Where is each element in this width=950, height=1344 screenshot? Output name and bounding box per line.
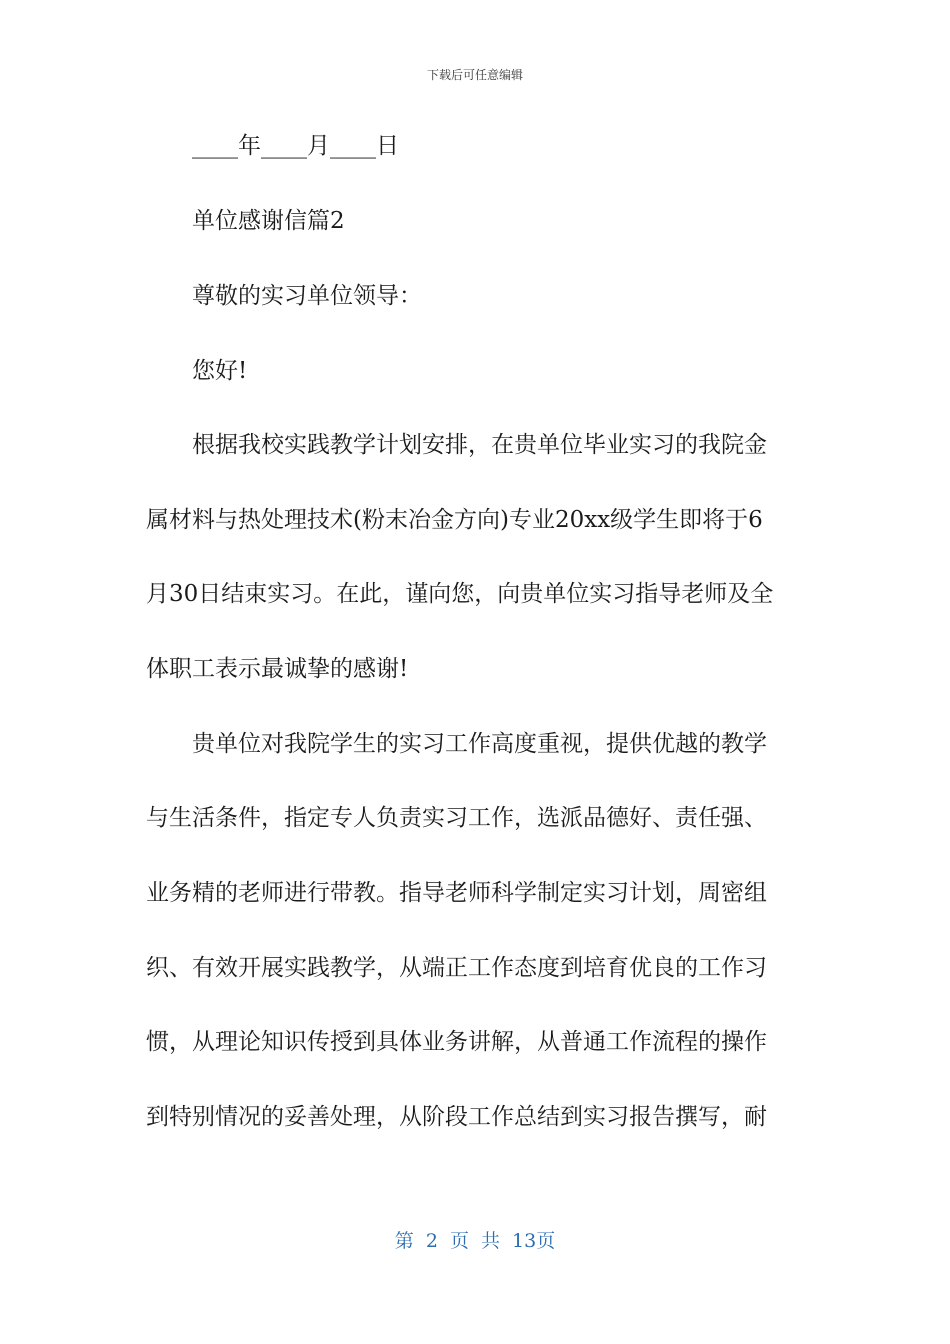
greeting: 您好! (192, 358, 248, 384)
paragraph-line: 业务精的老师进行带教。指导老师科学制定实习计划，周密组 (146, 880, 767, 906)
salutation: 尊敬的实习单位领导： (192, 283, 422, 309)
paragraph-line: 月30日结束实习。在此，谨向您，向贵单位实习指导老师及全 (146, 581, 774, 607)
header-note: 下载后可任意编辑 (426, 68, 523, 82)
paragraph-line: 贵单位对我院学生的实习工作高度重视，提供优越的教学 (192, 731, 767, 757)
paragraph-line: 到特别情况的妥善处理，从阶段工作总结到实习报告撰写，耐 (146, 1104, 767, 1130)
section-title: 单位感谢信篇2 (192, 208, 345, 234)
date-line: ____年____月____日 (192, 133, 399, 159)
paragraph-line: 体职工表示最诚挚的感谢! (146, 656, 409, 682)
paragraph-line: 惯，从理论知识传授到具体业务讲解，从普通工作流程的操作 (146, 1029, 767, 1055)
paragraph-line: 属材料与热处理技术(粉末冶金方向)专业20xx级学生即将于6 (146, 507, 763, 533)
paragraph-line: 织、有效开展实践教学，从端正工作态度到培育优良的工作习 (146, 955, 767, 981)
paragraph-line: 根据我校实践教学计划安排，在贵单位毕业实习的我院金 (192, 432, 767, 458)
paragraph-line: 与生活条件，指定专人负责实习工作，选派品德好、责任强、 (146, 805, 767, 831)
page-indicator: 第 2 页 共 13页 (394, 1230, 556, 1252)
